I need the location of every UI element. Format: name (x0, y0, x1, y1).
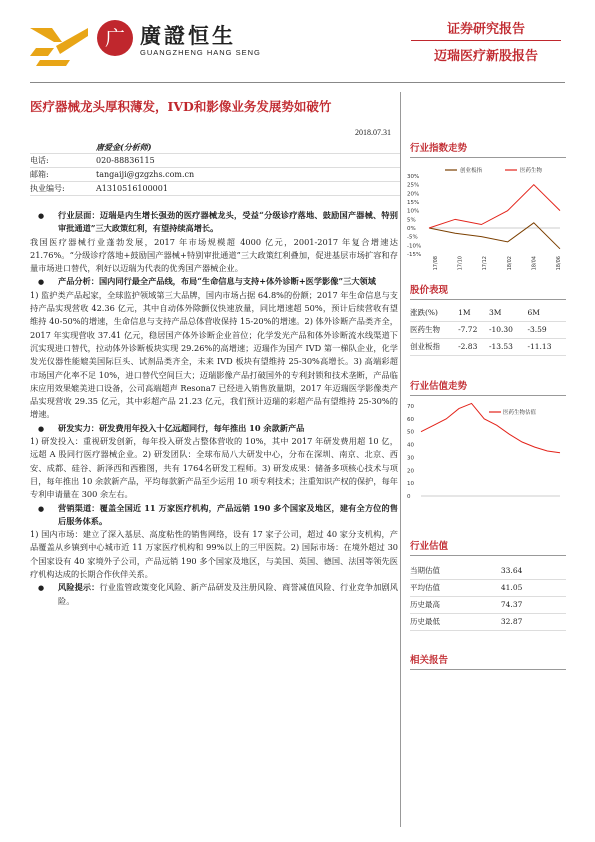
table-cell: -13.53 (489, 338, 528, 355)
author-name-row (30, 140, 400, 154)
valuation-trend-title: 行业估值走势 (410, 378, 566, 396)
report-header (0, 0, 595, 95)
section-product-head: ● 产品分析：国内同行最全产品线，布局“生命信息与支持+体外诊断+医学影像”三大领域 (30, 275, 398, 288)
index-chart (405, 162, 565, 270)
phone-value: 020-88836115 (96, 156, 155, 165)
section-rd-head: ● 研发实力：研发费用年投入十亿远超同行，每年推出 10 余款新产品 (30, 422, 398, 435)
table-row (410, 338, 566, 355)
x-tick-label: 18/06 (556, 256, 562, 270)
column-divider (400, 92, 401, 827)
valuation-table (410, 562, 566, 631)
valuation-section (410, 538, 566, 631)
series-line (421, 403, 560, 452)
table-cell: 33.64 (501, 562, 566, 579)
author-block (30, 140, 400, 196)
y-tick-label: 5% (407, 217, 416, 224)
section-industry-head: ● 行业层面：迈瑞是内生增长强劲的医疗器械龙头，受益“分级诊疗落地、鼓励国产器械、特别审批通道”三大政策红利，有望持续高增长。 (30, 209, 398, 236)
gzhs-logo-icon (30, 24, 88, 68)
x-tick-label: 18/02 (506, 256, 513, 270)
table-cell: -11.13 (527, 338, 566, 355)
valuation-title: 行业估值 (410, 538, 566, 556)
table-cell: 41.05 (501, 579, 566, 596)
email-label: 邮箱: (30, 170, 49, 179)
table-row (410, 321, 566, 338)
x-tick-label: 17/10 (457, 256, 464, 270)
y-tick-label: 50 (407, 429, 414, 436)
risk-label: 风险提示： (58, 582, 100, 593)
table-cell: 历史最低 (410, 613, 501, 630)
report-date: 2018.07.31 (355, 128, 391, 137)
x-tick-label: 17/08 (433, 256, 439, 270)
section-channel-head: ● 营销渠道：覆盖全国近 11 万家医疗机构，产品远销 190 多个国家及地区，建有全方位的售后服务体系。 (30, 502, 398, 529)
report-title: 医疗器械龙头厚积薄发，IVD和影像业务发展势如破竹 (30, 99, 332, 114)
y-tick-label: 0% (407, 226, 416, 232)
section-product-text: 1) 监护类产品起家，全球监护领域第三大品牌，国内市场占据 64.8%的份额；2017 年生命信息与支持产品实现营收 42.36 亿元，其中自动体外除颤仪快速放量，同比增速超 50%，预计后续营收有望维持 40-50%的增速，生命信息与支持产品总体营收保持 15-20%的增速。2) 体外诊断产品类齐全，2017 年实现营收 37.41 亿元，稳居国产体外诊断企业首位；化学发光产品和体外诊断流水线渠道下沉实现进口替代，拉动体外诊断板块实现 29.26%的高增速；迈瑞作为国产 IVD 第一梯队企业，化学发光仪器性能媲美国际巨头、试剂品类齐全，未来 IVD 板块有望维持 25-30%高增长。3) 高端彩超市场国产化率不足 10%，进口替代空间巨大；迈瑞影像产品打破国外的专利封锁和技术垄断，产品临床应用效果媲美进口设备，公司高端超声 Resona7 已经进入销售放量期，2017 年迈瑞医学影像类产品实现营收 29.35 亿元，其中彩超产品 21.23 亿元，我们预计迈瑞的彩超产品有望维持 25-30%的增速。 (30, 289, 398, 420)
y-tick-label: -10% (407, 243, 422, 250)
index-title: 行业指数走势 (410, 140, 566, 158)
table-cell: 32.87 (501, 613, 566, 630)
brand-seal-icon: 广 (97, 20, 133, 56)
y-tick-label: -5% (407, 234, 418, 241)
y-tick-label: 40 (407, 442, 414, 449)
table-row (410, 579, 566, 596)
series-line (429, 223, 560, 249)
author-phone-row (30, 154, 400, 168)
y-tick-label: 30 (407, 455, 414, 462)
y-tick-label: 10 (407, 481, 414, 488)
brand-name-en: GUANGZHENG HANG SENG (140, 48, 261, 57)
section-channel-text: 1) 国内市场：建立了深入基层、高度粘性的销售网络，设有 17 家子公司，超过 40 家分支机构，产品覆盖从乡镇到中心城市近 11 万家医疗机构和 99%以上的三甲医院。2) 国际市场：在境外超过 30 个国家设有 40 家境外子公司，产品远销 190 多个国家及地区，与美国、英国、德国、法国等领先医疗机构达成的长期合作伙伴关系。 (30, 529, 398, 580)
table-row (410, 613, 566, 630)
legend-label: 医药生物 (520, 168, 543, 174)
series-line (429, 185, 560, 228)
perf-section (410, 282, 566, 356)
table-cell: 历史最高 (410, 596, 501, 613)
table-row (410, 596, 566, 613)
report-tag (411, 18, 561, 64)
license-label: 执业编号: (30, 184, 65, 193)
y-tick-label: 30% (407, 174, 420, 180)
author-license-row (30, 182, 400, 196)
table-cell: -2.83 (458, 338, 489, 355)
table-cell: -3.59 (527, 321, 566, 338)
perf-header-row (410, 304, 566, 321)
section-industry-text: 我国医疗器械行业蓬勃发展，2017 年市场规模超 4000 亿元，2001-2017 年复合增速达 21.76%。“分级诊疗落地+鼓励国产器械+特别审批通道”三大政策红利叠加，促进基层市场扩容和存量市场进口替代，利好以迈瑞为代表的优秀国产器械企业。 (30, 236, 398, 274)
y-tick-label: -15% (407, 252, 422, 258)
table-row (410, 562, 566, 579)
y-tick-label: 70 (407, 404, 414, 410)
perf-title: 股价表现 (410, 282, 566, 300)
valuation-chart (405, 400, 565, 518)
y-tick-label: 25% (407, 182, 420, 189)
perf-header-cell: 6M (527, 304, 566, 321)
report-name: 迈瑞医疗新股报告 (433, 49, 538, 64)
author-email-row (30, 168, 400, 182)
report-type: 证券研究报告 (411, 18, 561, 41)
section-rd-text: 1) 研发投入：重视研发创新，每年投入研发占整体营收的 10%，其中 2017 年研发费用超 10 亿，远超 A 股同行医疗器械企业。2) 研发团队：全球布局八大研发中心，分布在深圳、南京、北京、西安、成都、硅谷、新泽西和西雅图，共有 1764名研发工程师。3) 研发成果：储备多项核心技术与项目，每年推出 10 余款新产品，平均每款新产品至少运用 10 项专利技术；注重知识产权的保护，每年专利申请量在 300 余左右。 (30, 436, 398, 500)
y-tick-label: 60 (407, 416, 414, 423)
perf-header-cell: 3M (489, 304, 528, 321)
valuation-trend-section (410, 378, 566, 396)
table-cell: 平均估值 (410, 579, 501, 596)
table-cell: 创业板指 (410, 338, 458, 355)
brand-name-cn: 廣證恒生 (140, 24, 236, 48)
header-divider (30, 82, 565, 83)
y-tick-label: 15% (407, 200, 420, 206)
index-section (410, 140, 566, 158)
table-cell: -10.30 (489, 321, 528, 338)
table-cell: 医药生物 (410, 321, 458, 338)
perf-header-cell: 1M (458, 304, 489, 321)
phone-label: 电话: (30, 156, 49, 165)
perf-table (410, 304, 566, 356)
table-cell: -7.72 (458, 321, 489, 338)
table-cell: 74.37 (501, 596, 566, 613)
y-tick-label: 10% (407, 208, 420, 215)
related-title: 相关报告 (410, 652, 566, 670)
email-value[interactable]: tangaiji@gzgzhs.com.cn (96, 170, 195, 179)
related-section (410, 652, 566, 670)
y-tick-label: 20 (407, 468, 414, 475)
author-name: 唐爱金(分析师) (96, 142, 152, 152)
x-tick-label: 18/04 (531, 256, 538, 270)
x-tick-label: 17/12 (482, 256, 489, 270)
perf-header-cell: 涨跌(%) (410, 304, 458, 321)
y-tick-label: 0 (407, 494, 411, 500)
report-body (30, 209, 398, 608)
license-value: A1310516100001 (96, 184, 168, 193)
y-tick-label: 20% (407, 191, 420, 198)
legend-label: 创业板指 (460, 168, 483, 174)
legend-label: 医药生物估值 (503, 410, 537, 416)
risk-text: 行业监管政策变化风险、新产品研发及注册风险、商誉减值风险、行业竞争加剧风险。 (58, 582, 398, 606)
section-risk (30, 581, 398, 608)
table-cell: 当期估值 (410, 562, 501, 579)
